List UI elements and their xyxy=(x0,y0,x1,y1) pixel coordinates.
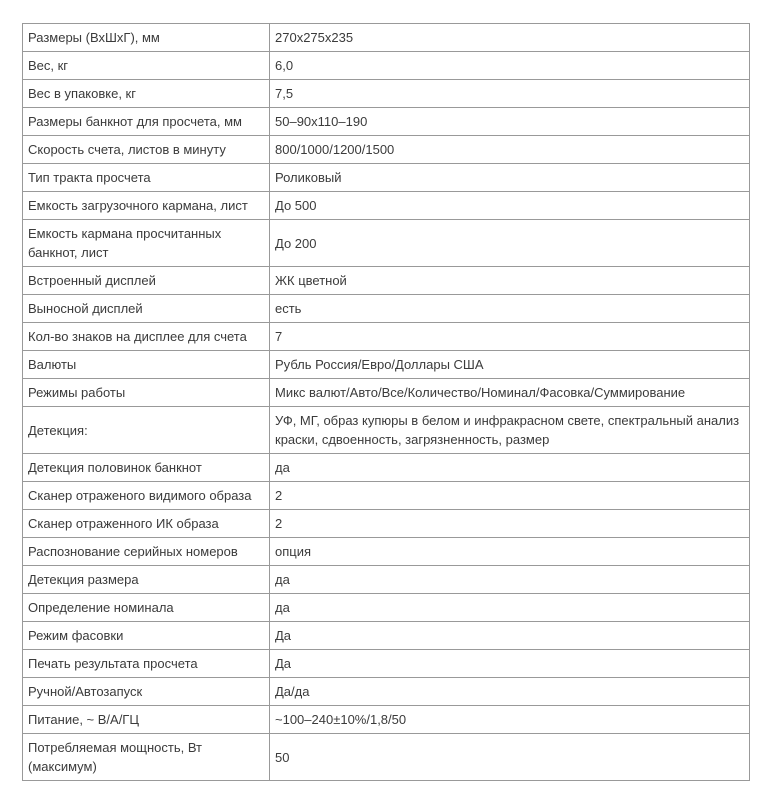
spec-label: Ручной/Автозапуск xyxy=(23,678,270,706)
table-row xyxy=(23,622,750,650)
spec-value: 2 xyxy=(270,482,750,510)
spec-label: Размеры (ВхШхГ), мм xyxy=(23,24,270,52)
spec-value: опция xyxy=(270,538,750,566)
spec-label: Кол-во знаков на дисплее для счета xyxy=(23,323,270,351)
spec-value: 6,0 xyxy=(270,52,750,80)
specs-table-body xyxy=(23,24,750,781)
spec-value: Да/да xyxy=(270,678,750,706)
table-row xyxy=(23,52,750,80)
spec-label: Емкость кармана просчитанных банкнот, лист xyxy=(23,220,270,267)
spec-value: да xyxy=(270,594,750,622)
spec-label: Тип тракта просчета xyxy=(23,164,270,192)
spec-value: 7,5 xyxy=(270,80,750,108)
spec-value: ~100–240±10%/1,8/50 xyxy=(270,706,750,734)
table-row xyxy=(23,323,750,351)
spec-label: Распознование серийных номеров xyxy=(23,538,270,566)
table-row xyxy=(23,538,750,566)
table-row xyxy=(23,24,750,52)
spec-label: Вес, кг xyxy=(23,52,270,80)
spec-label: Печать результата просчета xyxy=(23,650,270,678)
spec-label: Питание, ~ В/А/ГЦ xyxy=(23,706,270,734)
spec-label: Емкость загрузочного кармана, лист xyxy=(23,192,270,220)
table-row xyxy=(23,379,750,407)
table-row xyxy=(23,351,750,379)
spec-value: Микс валют/Авто/Все/Количество/Номинал/Фасовка/Суммирование xyxy=(270,379,750,407)
spec-label: Сканер отраженного ИК образа xyxy=(23,510,270,538)
spec-value: УФ, МГ, образ купюры в белом и инфракрасном свете, спектральный анализ краски, сдвоенность, загрязненность, размер xyxy=(270,407,750,454)
spec-label: Потребляемая мощность, Вт (максимум) xyxy=(23,734,270,781)
spec-value: Да xyxy=(270,622,750,650)
table-row xyxy=(23,192,750,220)
table-row xyxy=(23,454,750,482)
spec-value: 7 xyxy=(270,323,750,351)
spec-label: Валюты xyxy=(23,351,270,379)
spec-value: есть xyxy=(270,295,750,323)
table-row xyxy=(23,136,750,164)
table-row xyxy=(23,594,750,622)
spec-value: ЖК цветной xyxy=(270,267,750,295)
spec-value: Рубль Россия/Евро/Доллары США xyxy=(270,351,750,379)
spec-value: 2 xyxy=(270,510,750,538)
table-row xyxy=(23,482,750,510)
spec-label: Сканер отраженого видимого образа xyxy=(23,482,270,510)
spec-value: 50–90х110–190 xyxy=(270,108,750,136)
table-row xyxy=(23,678,750,706)
spec-value: 270х275х235 xyxy=(270,24,750,52)
spec-value: 800/1000/1200/1500 xyxy=(270,136,750,164)
table-row xyxy=(23,108,750,136)
spec-label: Выносной дисплей xyxy=(23,295,270,323)
table-row xyxy=(23,734,750,781)
spec-label: Скорость счета, листов в минуту xyxy=(23,136,270,164)
spec-label: Определение номинала xyxy=(23,594,270,622)
spec-label: Размеры банкнот для просчета, мм xyxy=(23,108,270,136)
specs-table xyxy=(22,23,750,781)
table-row xyxy=(23,220,750,267)
spec-value: До 500 xyxy=(270,192,750,220)
spec-label: Детекция: xyxy=(23,407,270,454)
table-row xyxy=(23,510,750,538)
table-row xyxy=(23,407,750,454)
spec-label: Детекция половинок банкнот xyxy=(23,454,270,482)
table-row xyxy=(23,706,750,734)
table-row xyxy=(23,566,750,594)
table-row xyxy=(23,650,750,678)
spec-value: да xyxy=(270,566,750,594)
spec-value: 50 xyxy=(270,734,750,781)
spec-value: Да xyxy=(270,650,750,678)
spec-label: Встроенный дисплей xyxy=(23,267,270,295)
spec-value: да xyxy=(270,454,750,482)
table-row xyxy=(23,267,750,295)
table-row xyxy=(23,295,750,323)
spec-label: Детекция размера xyxy=(23,566,270,594)
table-row xyxy=(23,164,750,192)
table-row xyxy=(23,80,750,108)
spec-label: Вес в упаковке, кг xyxy=(23,80,270,108)
spec-value: Роликовый xyxy=(270,164,750,192)
spec-label: Режим фасовки xyxy=(23,622,270,650)
spec-value: До 200 xyxy=(270,220,750,267)
spec-label: Режимы работы xyxy=(23,379,270,407)
